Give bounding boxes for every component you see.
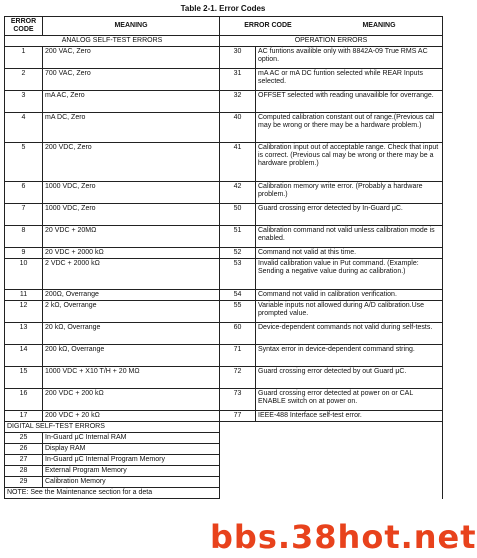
digital-error-code: 25 bbox=[5, 433, 43, 444]
table-row bbox=[5, 345, 443, 367]
left-meaning-header: MEANING bbox=[43, 17, 220, 36]
right-meaning: Computed calibration constant out of range.(Previous cal may be wrong or there may be a hardware problem.) bbox=[256, 113, 443, 143]
left-error-code: 2 bbox=[5, 69, 43, 91]
right-error-code: 31 bbox=[220, 69, 256, 91]
left-error-code: 5 bbox=[5, 143, 43, 182]
table-row bbox=[5, 301, 443, 323]
right-error-code: 42 bbox=[220, 182, 256, 204]
empty-cell bbox=[220, 422, 443, 499]
left-meaning: 2 VDC + 2000 kΩ bbox=[43, 259, 220, 290]
right-error-code: 50 bbox=[220, 204, 256, 226]
left-error-code: 11 bbox=[5, 290, 43, 301]
right-error-code: 77 bbox=[220, 411, 256, 422]
left-meaning: 200 VAC, Zero bbox=[43, 47, 220, 69]
right-meaning: Guard crossing error detected by out Guard μC. bbox=[256, 367, 443, 389]
right-meaning: mA AC or mA DC funtion selected while REAR Inputs selected. bbox=[256, 69, 443, 91]
table-row bbox=[5, 411, 443, 422]
right-meaning: Calibration memory write error. (Probably a hardware problem.) bbox=[256, 182, 443, 204]
digital-section-title: DIGITAL SELF-TEST ERRORS bbox=[5, 422, 220, 433]
table-row bbox=[5, 367, 443, 389]
left-meaning: 200 VDC + 20 kΩ bbox=[43, 411, 220, 422]
left-meaning: 200 VDC, Zero bbox=[43, 143, 220, 182]
note-text: NOTE: See the Maintenance section for a deta bbox=[5, 488, 220, 499]
header-row bbox=[5, 17, 443, 36]
right-error-code: 54 bbox=[220, 290, 256, 301]
left-meaning: 20 VDC + 20MΩ bbox=[43, 226, 220, 248]
left-error-code: 17 bbox=[5, 411, 43, 422]
right-meaning: Command not valid in calibration verification. bbox=[256, 290, 443, 301]
analog-section-title: ANALOG SELF-TEST ERRORS bbox=[5, 36, 220, 47]
left-meaning: 1000 VDC + X10 T/H + 20 MΩ bbox=[43, 367, 220, 389]
left-error-code: 6 bbox=[5, 182, 43, 204]
left-meaning: 1000 VDC, Zero bbox=[43, 182, 220, 204]
left-error-code: 10 bbox=[5, 259, 43, 290]
right-meaning-header: MEANING bbox=[362, 22, 396, 29]
operation-section-title: OPERATION ERRORS bbox=[220, 36, 443, 47]
right-error-code: 41 bbox=[220, 143, 256, 182]
right-meaning: IEEE-488 Interface self-test error. bbox=[256, 411, 443, 422]
right-header-cell bbox=[220, 17, 443, 36]
table-row bbox=[5, 226, 443, 248]
left-meaning: mA AC, Zero bbox=[43, 91, 220, 113]
table-row bbox=[5, 204, 443, 226]
watermark: bbs.38hot.net bbox=[210, 518, 477, 556]
digital-error-code: 29 bbox=[5, 477, 43, 488]
left-meaning: 20 VDC + 2000 kΩ bbox=[43, 248, 220, 259]
left-error-code: 7 bbox=[5, 204, 43, 226]
right-error-code: 55 bbox=[220, 301, 256, 323]
right-error-code: 72 bbox=[220, 367, 256, 389]
left-error-code: 9 bbox=[5, 248, 43, 259]
right-error-code: 52 bbox=[220, 248, 256, 259]
digital-meaning: Calibration Memory bbox=[43, 477, 220, 488]
right-meaning: Variable inputs not allowed during A/D calibration.Use prompted value. bbox=[256, 301, 443, 323]
left-meaning: 2 kΩ, Overrange bbox=[43, 301, 220, 323]
digital-meaning: External Program Memory bbox=[43, 466, 220, 477]
digital-error-code: 28 bbox=[5, 466, 43, 477]
left-error-code: 13 bbox=[5, 323, 43, 345]
right-meaning: Command not valid at this time. bbox=[256, 248, 443, 259]
left-error-code: 4 bbox=[5, 113, 43, 143]
right-meaning: OFFSET selected with reading unavailible for overrange. bbox=[256, 91, 443, 113]
table-row bbox=[5, 47, 443, 69]
table-row bbox=[5, 113, 443, 143]
table-row bbox=[5, 143, 443, 182]
digital-error-code: 26 bbox=[5, 444, 43, 455]
left-error-code: 16 bbox=[5, 389, 43, 411]
right-meaning: Device-dependent commands not valid during self-tests. bbox=[256, 323, 443, 345]
left-error-code: 3 bbox=[5, 91, 43, 113]
table-row bbox=[5, 259, 443, 290]
left-error-code: 1 bbox=[5, 47, 43, 69]
left-meaning: 200 kΩ, Overrange bbox=[43, 345, 220, 367]
left-meaning: 1000 VDC, Zero bbox=[43, 204, 220, 226]
right-meaning: Calibration command not valid unless calibration mode is enabled. bbox=[256, 226, 443, 248]
left-meaning: 20 kΩ, Overrange bbox=[43, 323, 220, 345]
right-meaning: Invalid calibration value in Put command. (Example: Sending a negative value during ac calibration.) bbox=[256, 259, 443, 290]
right-code-header: ERROR CODE bbox=[244, 22, 292, 29]
right-meaning: Calibration input out of acceptable range. Check that input is correct. (Previous cal may be wrong or there may be a hardware problem.) bbox=[256, 143, 443, 182]
right-meaning: Guard crossing error detected at power on or CAL ENABLE switch on at power on. bbox=[256, 389, 443, 411]
table-row bbox=[5, 389, 443, 411]
left-error-code: 12 bbox=[5, 301, 43, 323]
left-meaning: mA DC, Zero bbox=[43, 113, 220, 143]
section-row bbox=[5, 36, 443, 47]
right-error-code: 51 bbox=[220, 226, 256, 248]
digital-meaning: In-Guard μC Internal Program Memory bbox=[43, 455, 220, 466]
right-error-code: 60 bbox=[220, 323, 256, 345]
right-error-code: 30 bbox=[220, 47, 256, 69]
digital-section-row bbox=[5, 422, 443, 433]
right-error-code: 71 bbox=[220, 345, 256, 367]
right-error-code: 73 bbox=[220, 389, 256, 411]
left-error-code: 15 bbox=[5, 367, 43, 389]
table-caption: Table 2-1. Error Codes bbox=[180, 4, 266, 13]
table-row bbox=[5, 290, 443, 301]
left-code-header: ERROR CODE bbox=[5, 17, 43, 36]
left-error-code: 8 bbox=[5, 226, 43, 248]
error-codes-table bbox=[4, 16, 443, 499]
right-meaning: Syntax error in device-dependent command string. bbox=[256, 345, 443, 367]
right-meaning: Guard crossing error detected by In-Guard μC. bbox=[256, 204, 443, 226]
left-meaning: 200Ω, Overrange bbox=[43, 290, 220, 301]
right-error-code: 53 bbox=[220, 259, 256, 290]
table-row bbox=[5, 91, 443, 113]
table-row bbox=[5, 248, 443, 259]
left-error-code: 14 bbox=[5, 345, 43, 367]
table-row bbox=[5, 182, 443, 204]
digital-meaning: In-Guard μC Internal RAM bbox=[43, 433, 220, 444]
digital-error-code: 27 bbox=[5, 455, 43, 466]
table-row bbox=[5, 69, 443, 91]
table-row bbox=[5, 323, 443, 345]
left-meaning: 700 VAC, Zero bbox=[43, 69, 220, 91]
left-meaning: 200 VDC + 200 kΩ bbox=[43, 389, 220, 411]
right-meaning: AC funtions availible only with 8842A-09 True RMS AC option. bbox=[256, 47, 443, 69]
right-error-code: 32 bbox=[220, 91, 256, 113]
digital-meaning: Display RAM bbox=[43, 444, 220, 455]
right-error-code: 40 bbox=[220, 113, 256, 143]
